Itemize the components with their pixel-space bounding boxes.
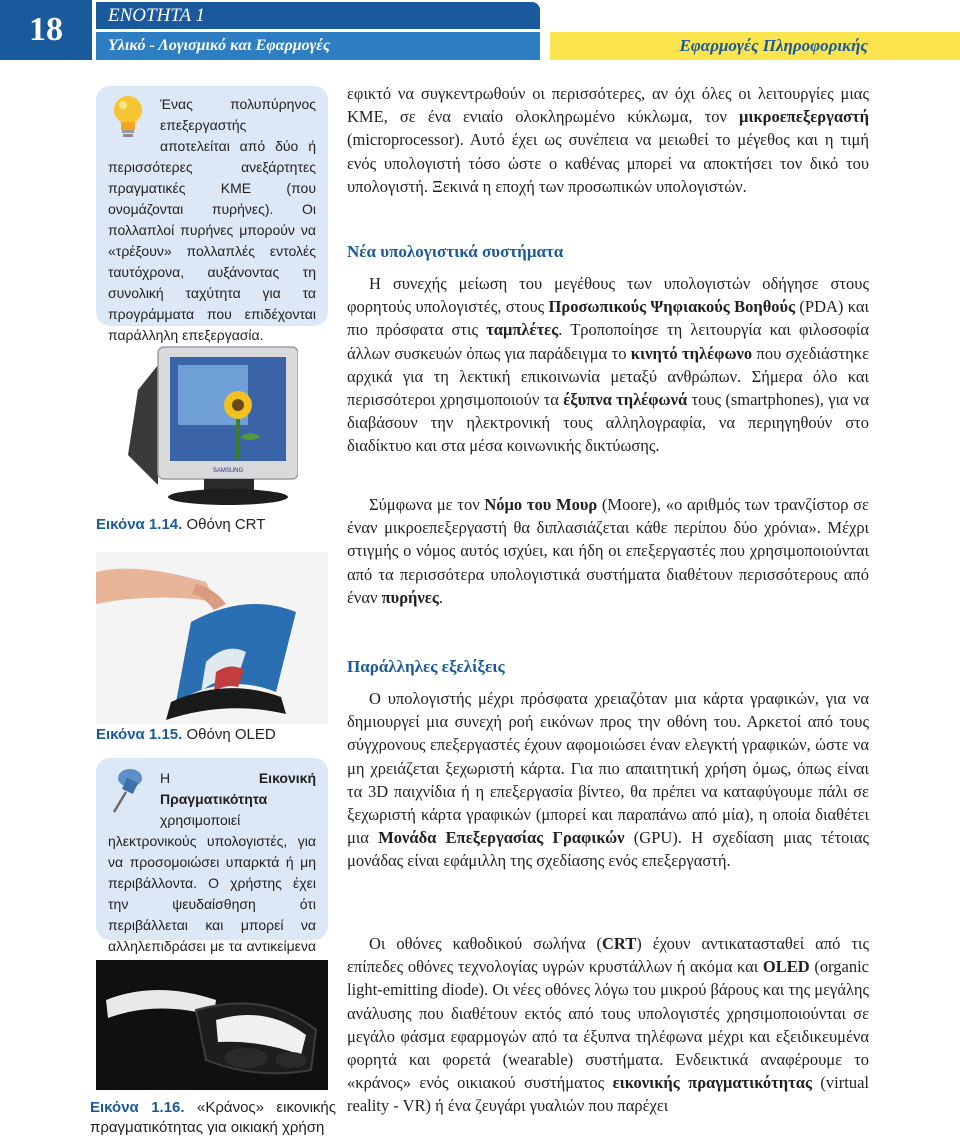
- multicore-note: [96, 86, 328, 343]
- pushpin-icon: [106, 766, 152, 814]
- paragraph-moores-law: Σύμφωνα με τον Νόμο του Μουρ (Moore), «ο αριθμός των τρανζίστορ σε έναν μικροεπεξεργαστή θα διπλασιάζεται κάθε περίπου δύο χρόνια». Μέχρι στιγμής ο νόμος αυτός ισχύει, και ήδη οι επεξεργαστές που χρησιμοποιούνται από τα περισσότερα υπολογιστικά συστήματα διαθέτουν περισσότερους από έναν πυρήνες.: [347, 495, 869, 607]
- paragraph-microprocessor: εφικτό να συγκεντρωθούν οι περισσότερες, αν όχι όλες οι λειτουργίες μιας ΚΜΕ, σε ένα ενιαίο ολοκληρωμένο κύκλωμα, τον μικροεπεξεργαστή (microprocessor). Αυτό έχει ως συνέπεια να μειωθεί το μέγεθος και η τιμή ενός υπολογιστή τόσο ώστε ο καθένας μπορεί να αποκτήσει τον δικό του υπολογιστή. Ξεκινά η εποχή των προσωπικών υπολογιστών.: [347, 84, 869, 196]
- figure-caption-1-16: Εικόνα 1.16. «Κράνος» εικονικής πραγματικότητας για οικιακή χρήση: [90, 1099, 337, 1136]
- crt-monitor-drawing: [118, 345, 298, 507]
- paragraph-displays: Οι οθόνες καθοδικού σωλήνα (CRT) έχουν αντικατασταθεί από τις επίπεδες οθόνες τεχνολογίας υγρών κρυστάλλων ή ακόμα και OLED (organic light-emitting diode). Οι νέες οθόνες λόγω του μικρού βάρους και της μεγάλης ανάλυσης που διαθέτουν εκτός από τους υπολογιστές χρησιμοποιούνται σε μεγάλο φάσμα εφαρμογών από τα έξυπνα τηλέφωνα μέχρι και εξειδικευμένα φορητά και φορετά (wearable) συστήματα. Ενδεικτικά αναφέρουμε το «κράνος» ενός οικιακού συστήματος εικονικής πραγματικότητας (virtual reality - VR) ή ένα ζευγάρι γυαλιών που παρέχει: [347, 934, 869, 1116]
- monitor-brand-label: SAMSUNG: [212, 468, 244, 474]
- oled-display-image: [96, 552, 328, 724]
- virtual-reality-note: Η Εικονική Πραγματικότητα χρησιμοποιεί ηλεκτρονικούς υπολογιστές, για να προσομοιώσει υπαρκτά ή μη περιβάλλοντα. Ο χρήστης έχει την ψευδαίσθηση ότι περιβάλλεται και μπορεί να αλληλεπιδράσει με τα αντικείμενα: [96, 758, 328, 940]
- vr-term: Εικονική Πραγματικότητα: [160, 770, 316, 807]
- heading-parallel-developments: Παράλληλες εξελίξεις: [347, 657, 505, 676]
- vr-headset-image: [96, 960, 328, 1090]
- unit-title: ΕΝΟΤΗΤΑ 1: [96, 2, 540, 29]
- crt-monitor-image: [118, 345, 298, 507]
- paragraph-graphics: Ο υπολογιστής μέχρι πρόσφατα χρειαζόταν μια κάρτα γραφικών, για να δημιουργεί μια συνεχή ροή εικόνων προς την οθόνη του. Αρκετοί από τους σύγχρονους επεξεργαστές έχουν αφομοιώσει έναν ελεγκτή γραφικών, ώστε να μη χρειάζεται ξεχωριστή κάρτα. Για πιο απαιτητική χρήση όμως, όπως είναι τα 3D παιχνίδια ή η επεξεργασία βίντεο, θα πρέπει να καταφύγουμε πάλι σε ξεχωριστή κάρτα γραφικών (μπορεί και παραπάνω από μία), η οποία διαθέτει μια Μονάδα Επεξεργασίας Γραφικών (GPU). Η σχεδίαση μιας τέτοιας μονάδας είναι εφάμιλλη της σχεδίασης ενός επεξεργαστή.: [347, 689, 869, 871]
- figure-caption-1-15: Εικόνα 1.15. Οθόνη OLED: [96, 726, 276, 743]
- paragraph-new-systems: Η συνεχής μείωση του μεγέθους των υπολογιστών οδήγησε στους φορητούς υπολογιστές, στους Προσωπικούς Ψηφιακούς Βοηθούς (PDA) και πιο πρόσφατα στις ταμπλέτες. Τροποποίησε τη λειτουργία και φιλοσοφία άλλων συσκευών όπως για παράδειγμα το κινητό τηλέφωνο που σχεδιάστηκε αρχικά για τη λεκτική επικοινωνία μεταξύ ανθρώπων. Σήμερα όλο και περισσότεροι χρησιμοποιούν τα έξυπνα τηλέφωνά τους (smartphones), για να διαβάσουν την ηλεκτρονική τους αλληλογραφία, να περιηγηθούν στο διαδίκτυο και στα μέσα κοινωνικής δικτύωσης.: [347, 274, 870, 456]
- oled-display-drawing: [96, 552, 328, 724]
- lightbulb-icon: [106, 92, 150, 140]
- term-microprocessor: μικροεπεξεργαστή: [739, 107, 869, 127]
- chapter-title: Εφαρμογές Πληροφορικής: [550, 32, 960, 60]
- figure-caption-1-14: Εικόνα 1.14. Οθόνη CRT: [96, 516, 266, 533]
- unit-subtitle: Υλικό - Λογισμικό και Εφαρμογές: [96, 32, 540, 60]
- multicore-note-text: Ένας πολυπύρηνος επεξεργαστής αποτελείται από δύο ή περισσότερες ανεξάρτητες πραγματικές ΚΜΕ (που ονομάζονται πυρήνες). Οι πολλαπλοί πυρήνες μπορούν να «τρέξουν» πολλαπλές εντολές ταυτόχρονα, αυξάνοντας τη συνολική ταχύτητα για τα προγράμματα που επιδέχονται παράλληλη επεξεργασία.: [108, 96, 316, 343]
- page-number: 18: [0, 0, 92, 60]
- heading-new-systems: Νέα υπολογιστικά συστήματα: [347, 242, 564, 261]
- vr-headset-drawing: [96, 960, 328, 1090]
